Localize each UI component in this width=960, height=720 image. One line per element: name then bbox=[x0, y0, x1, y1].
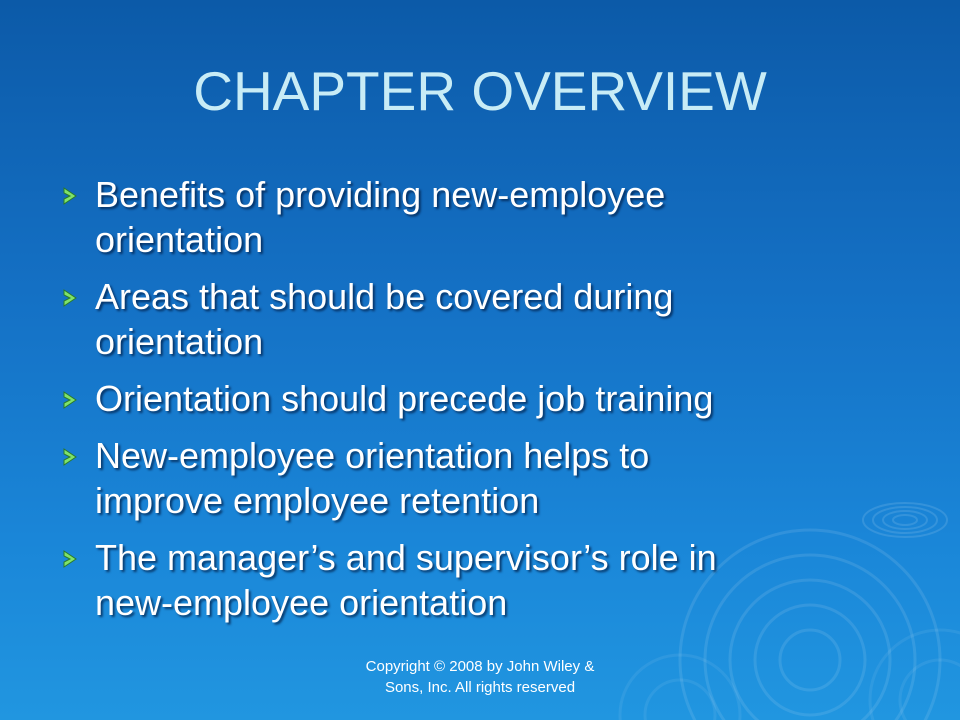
bullet-list bbox=[60, 172, 930, 637]
arrow-right-icon bbox=[60, 186, 80, 206]
bullet-text-line: Areas that should be covered during bbox=[95, 276, 674, 317]
bullet-text-line: New-employee orientation helps to bbox=[95, 435, 650, 476]
bullet-item bbox=[60, 172, 930, 262]
bullet-item bbox=[60, 274, 930, 364]
bullet-item bbox=[60, 376, 930, 421]
bullet-text-line: orientation bbox=[95, 321, 264, 362]
bullet-text-line: improve employee retention bbox=[95, 480, 540, 521]
bullet-item bbox=[60, 535, 930, 625]
bullet-text-line: Benefits of providing new-employee bbox=[95, 174, 666, 215]
bullet-text-line: new-employee orientation bbox=[95, 582, 508, 623]
bullet-item bbox=[60, 433, 930, 523]
copyright-footer bbox=[300, 656, 660, 698]
arrow-right-icon bbox=[60, 390, 80, 410]
bullet-text-line: The manager’s and supervisor’s role in bbox=[95, 537, 717, 578]
bullet-text-line: Orientation should precede job training bbox=[95, 378, 714, 419]
bullet-text-line: orientation bbox=[95, 219, 264, 260]
arrow-right-icon bbox=[60, 288, 80, 308]
copyright-line: Copyright © 2008 by John Wiley & bbox=[365, 658, 595, 675]
slide-title: CHAPTER OVERVIEW bbox=[193, 60, 767, 122]
arrow-right-icon bbox=[60, 549, 80, 569]
copyright-line: Sons, Inc. All rights reserved bbox=[384, 679, 576, 696]
arrow-right-icon bbox=[60, 447, 80, 467]
